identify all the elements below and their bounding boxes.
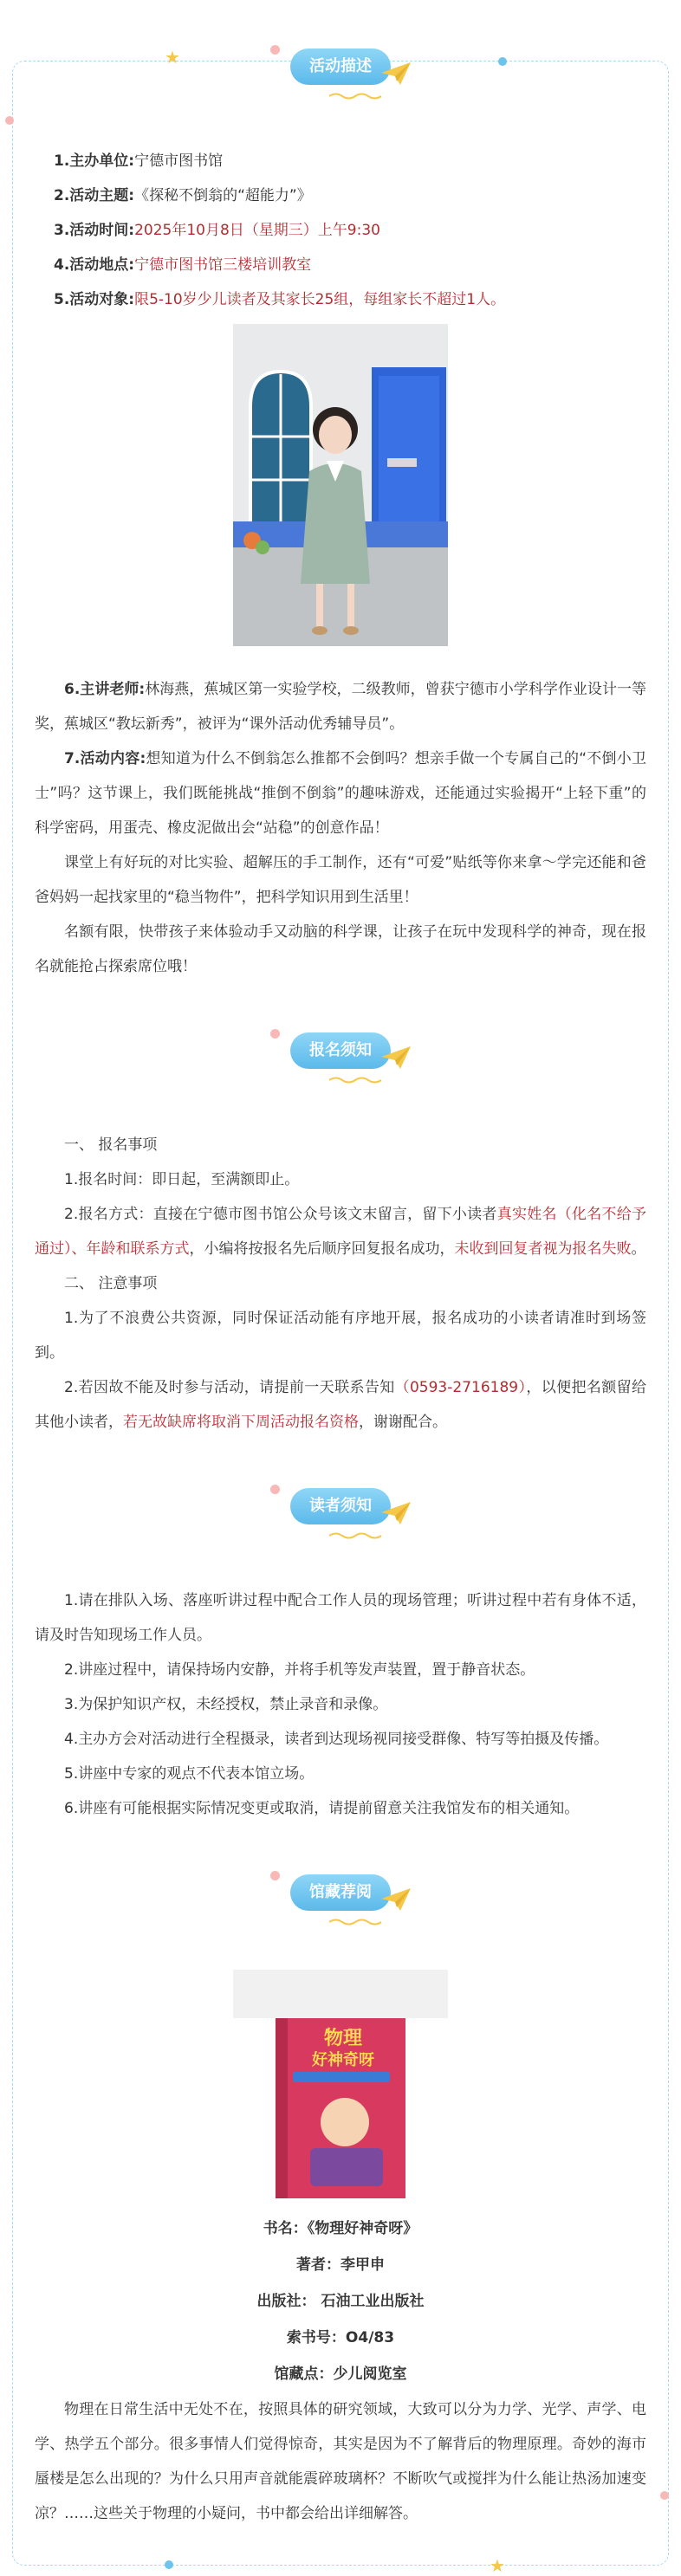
activity-organizer: 1.主办单位:宁德市图书馆	[54, 152, 224, 170]
signup-subheading-2: 二、 注意事项	[64, 1275, 158, 1292]
section-title-signup: 报名须知	[290, 1032, 391, 1069]
section-header-signup	[35, 1032, 646, 1128]
activity-paragraph-1: 课堂上有好玩的对比实验、超解压的手工制作，还有“可爱”贴纸等你来拿～学完还能和爸爸妈妈一起找家里的“稳当物件”，把科学知识用到生活里！	[35, 854, 646, 906]
book-location: 馆藏点：少儿阅览室	[274, 2366, 407, 2383]
star-icon: ★	[165, 47, 180, 68]
signup-content	[35, 1128, 646, 1440]
squiggle-decoration	[329, 1531, 381, 1540]
reader-notice-item: 2.讲座过程中，请保持场内安静，并将手机等发声装置，置于静音状态。	[64, 1661, 535, 1679]
reader-notice-item: 1.请在排队入场、落座听讲过程中配合工作人员的现场管理；听讲过程中若有身体不适，请及时告知现场工作人员。	[35, 1592, 646, 1644]
decor-dot	[270, 1485, 280, 1494]
book-call-number: 索书号：O4/83	[286, 2329, 395, 2346]
book-details	[35, 2210, 646, 2392]
article-body	[0, 49, 681, 2531]
squiggle-decoration	[329, 92, 381, 100]
paper-plane-icon	[381, 1888, 411, 1911]
signup-time: 1.报名时间：即日起，至满额即止。	[64, 1171, 300, 1188]
squiggle-decoration	[329, 1076, 381, 1084]
squiggle-decoration	[329, 1918, 381, 1926]
activity-theme: 2.活动主题:《探秘不倒翁的“超能力”》	[54, 187, 312, 204]
reader-notice-item: 4.主办方会对活动进行全程摄录，读者到达现场视同接受群像、特写等拍摄及传播。	[64, 1731, 609, 1748]
section-title-reader: 读者须知	[290, 1488, 391, 1524]
reader-notice-item: 3.为保护知识产权，未经授权，禁止录音和录像。	[64, 1696, 388, 1713]
reader-notice-list	[35, 1583, 646, 1826]
activity-info-list	[35, 144, 646, 317]
decor-dot	[270, 1029, 280, 1039]
reader-notice-item: 5.讲座中专家的观点不代表本馆立场。	[64, 1765, 315, 1783]
book-cover	[276, 2018, 405, 2198]
section-header-collection	[35, 1874, 646, 1970]
decor-dot	[165, 2560, 173, 2569]
decor-dot	[270, 1871, 280, 1880]
svg-text:好神奇呀: 好神奇呀	[312, 2051, 374, 2069]
paper-plane-icon	[381, 1046, 411, 1069]
activity-audience: 5.活动对象:限5-10岁少儿读者及其家长25组，每组家长不超过1人。	[54, 291, 506, 308]
section-header-activity	[35, 49, 646, 144]
activity-paragraph-2: 名额有限，快带孩子来体验动手又动脑的科学课，让孩子在玩中发现科学的神奇，现在报名就能抢占探索席位哦！	[35, 923, 646, 975]
teacher-photo	[233, 324, 448, 646]
activity-content: 7.活动内容:想知道为什么不倒翁怎么推都不会倒吗？想亲手做一个专属自己的“不倒小卫士”吗？这节课上，我们既能挑战“推倒不倒翁”的趣味游戏，还能通过实验揭开“上轻下重”的科学密码，用蛋壳、橡皮泥做出会“站稳”的创意作品！	[35, 750, 646, 837]
reader-notice-item: 6.讲座有可能根据实际情况变更或取消，请提前留意关注我馆发布的相关通知。	[64, 1800, 580, 1817]
paper-plane-icon	[381, 1502, 411, 1524]
activity-time: 3.活动时间:2025年10月8日（星期三）上午9:30	[54, 222, 380, 239]
paper-plane-icon	[381, 62, 411, 85]
section-title-collection: 馆藏荐阅	[290, 1874, 391, 1911]
signup-note-2: 2.若因故不能及时参与活动，请提前一天联系告知（0593-2716189），以便把名额留给其他小读者，若无故缺席将取消下周活动报名资格，谢谢配合。	[35, 1379, 647, 1431]
star-icon: ★	[490, 2555, 505, 2576]
teacher-info: 6.主讲老师:林海燕，蕉城区第一实验学校，二级教师，曾获宁德市小学科学作业设计一等奖，蕉城区“教坛新秀”，被评为“课外活动优秀辅导员”。	[35, 681, 646, 733]
book-title: 书名：《物理好神奇呀》	[263, 2220, 418, 2237]
book-image-placeholder	[233, 1970, 448, 2018]
svg-text:物理: 物理	[323, 2028, 363, 2049]
book-author: 著者：李甲申	[296, 2256, 385, 2274]
section-title-activity: 活动描述	[290, 49, 391, 85]
decor-dot	[270, 45, 280, 55]
activity-location: 4.活动地点:宁德市图书馆三楼培训教室	[54, 256, 312, 274]
book-publisher: 出版社： 石油工业出版社	[256, 2293, 425, 2310]
signup-note-1: 1.为了不浪费公共资源，同时保证活动能有序地开展，报名成功的小读者请准时到场签到。	[35, 1310, 646, 1362]
contact-phone: （0593-2716189）	[394, 1379, 527, 1396]
signup-subheading-1: 一、 报名事项	[64, 1136, 158, 1154]
signup-method: 2.报名方式：直接在宁德市图书馆公众号该文末留言，留下小读者真实姓名（化名不给予通过）、年龄和联系方式，小编将按报名先后顺序回复报名成功，未收到回复者视为报名失败。	[35, 1206, 647, 1258]
book-introduction: 物理在日常生活中无处不在，按照具体的研究领域，大致可以分为力学、光学、声学、电学、热学五个部分。很多事情人们觉得惊奇，其实是因为不了解背后的物理原理。奇妙的海市蜃楼是怎么出现的？为什么只用声音就能震碎玻璃杯？不断吹气或搅拌为什么能让热汤加速变凉？……这些关于物理的小疑问，书中都会给出详细解答。	[35, 2401, 646, 2522]
teacher-photo-container	[35, 324, 646, 646]
section-header-reader	[35, 1488, 646, 1583]
